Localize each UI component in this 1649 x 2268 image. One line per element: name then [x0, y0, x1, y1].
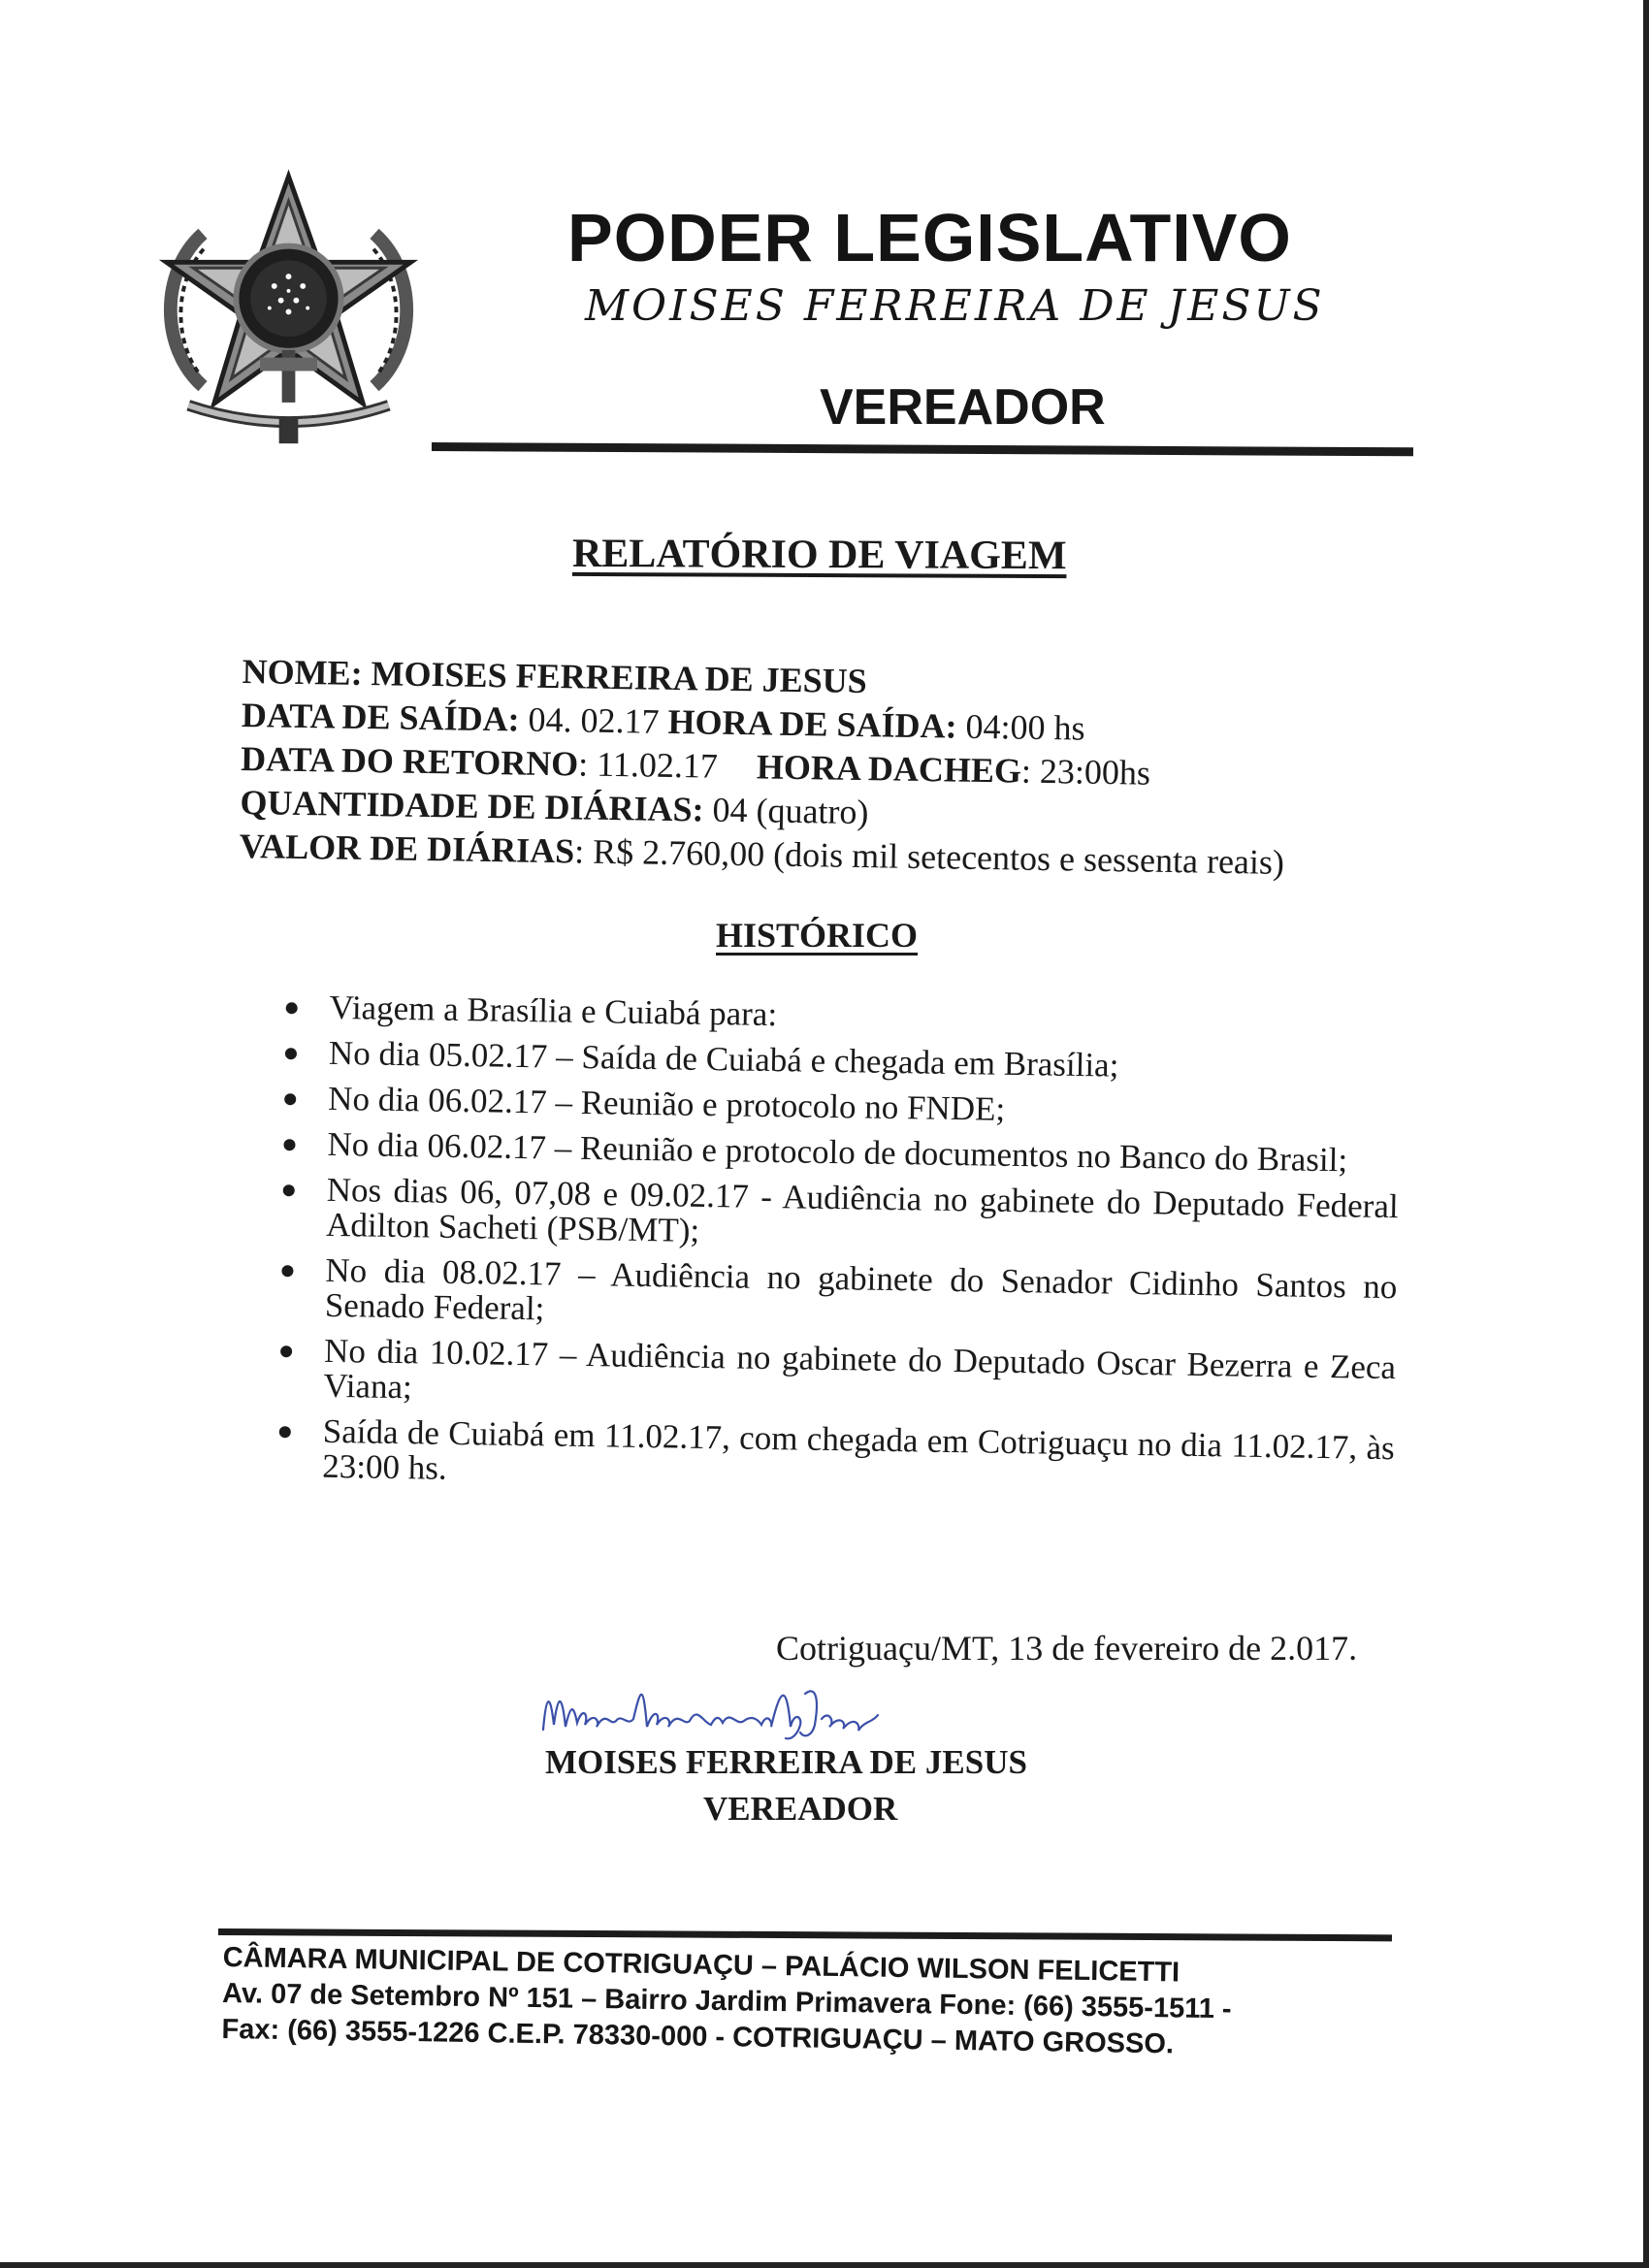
hora-saida-label: HORA DE SAÍDA: [667, 701, 957, 746]
list-item-text: No dia 10.02.17 – Audiência no gabinete do Deputado Oscar Bezerra e Zeca Viana; [323, 1331, 1397, 1407]
footer-address [221, 1940, 1416, 2066]
header-name: MOISES FERREIRA DE JESUS [585, 281, 1325, 331]
data-saida-value: 04. 02.17 [528, 699, 660, 741]
bullet-icon [279, 1426, 291, 1438]
list-item-text: No dia 06.02.17 – Reunião e protocolo de documentos no Banco do Brasil; [327, 1124, 1348, 1180]
data-retorno-value: : 11.02.17 [577, 744, 719, 786]
list-item [275, 1035, 1401, 1087]
trip-info-block [239, 650, 1425, 887]
footer-line-1: CÂMARA MUNICIPAL DE COTRIGUAÇU – PALÁCIO WILSON FELICETTI [222, 1941, 1180, 1989]
bullet-icon [281, 1265, 293, 1277]
list-item-text: Viagem a Brasília e Cuiabá para: [329, 988, 778, 1034]
footer-line-3: Fax: (66) 3555-1226 C.E.P. 78330-000 - COTRIGUAÇU – MATO GROSSO. [221, 2013, 1175, 2060]
signer-role: VEREADOR [703, 1790, 898, 1828]
list-item [274, 1126, 1399, 1179]
valor-diarias-value: : R$ 2.760,00 (dois mil setecentos e sessenta reais) [573, 831, 1285, 882]
header-title: PODER LEGISLATIVO [567, 200, 1292, 275]
signer-name: MOISES FERREIRA DE JESUS [545, 1743, 1027, 1781]
hora-cheg-label: HORA DACHEG [756, 747, 1022, 791]
list-item-text: No dia 06.02.17 – Reunião e protocolo no FNDE; [327, 1079, 1006, 1128]
list-item [272, 1252, 1398, 1340]
bullet-icon [286, 1002, 298, 1014]
list-item-text: Saída de Cuiabá em 11.02.17, com chegada em Cotriguaçu no dia 11.02.17, às 23:00 hs. [321, 1411, 1396, 1487]
bullet-icon [285, 1048, 297, 1059]
historico-title: HISTÓRICO [716, 916, 919, 955]
bullet-icon [280, 1345, 292, 1357]
list-item [273, 1172, 1399, 1259]
bullet-icon [284, 1093, 296, 1105]
data-saida-label: DATA DE SAÍDA: [241, 695, 520, 739]
date-line: Cotriguaçu/MT, 13 de fevereiro de 2.017. [776, 1629, 1358, 1668]
hora-cheg-value: : 23:00hs [1020, 751, 1151, 793]
report-title: RELATÓRIO DE VIAGEM [571, 531, 1067, 579]
handwritten-signature [538, 1676, 888, 1744]
footer-line-2: Av. 07 de Setembro Nº 151 – Bairro Jardim Primavera Fone: (66) 3555-1511 - [221, 1977, 1232, 2025]
data-retorno-label: DATA DO RETORNO [240, 738, 579, 784]
hora-saida-value: 04:00 hs [965, 706, 1085, 748]
nome-label: NOME: [242, 651, 363, 693]
bullet-icon [283, 1184, 295, 1196]
list-item-text: No dia 08.02.17 – Audiência no gabinete do Senador Cidinho Santos no Senado Federal; [324, 1250, 1398, 1328]
list-item [270, 1333, 1396, 1420]
qtd-diarias-value: 04 (quatro) [712, 790, 869, 832]
qtd-diarias-label: QUANTIDADE DE DIÁRIAS: [240, 782, 704, 829]
list-item [269, 1413, 1395, 1501]
list-item-text: No dia 05.02.17 – Saída de Cuiabá e chegada em Brasília; [328, 1033, 1119, 1085]
brazil-coat-of-arms-icon [146, 167, 432, 453]
header-role: VEREADOR [820, 379, 1106, 436]
list-item-text: Nos dias 06, 07,08 e 09.02.17 - Audiência no gabinete do Deputado Federal Adilton Sacheti (PSB/MT); [325, 1170, 1399, 1249]
valor-diarias-label: VALOR DE DIÁRIAS [239, 826, 575, 871]
list-item [275, 1081, 1400, 1133]
bullet-icon [283, 1139, 295, 1150]
historico-list [269, 989, 1402, 1511]
nome-value: MOISES FERREIRA DE JESUS [371, 654, 868, 701]
